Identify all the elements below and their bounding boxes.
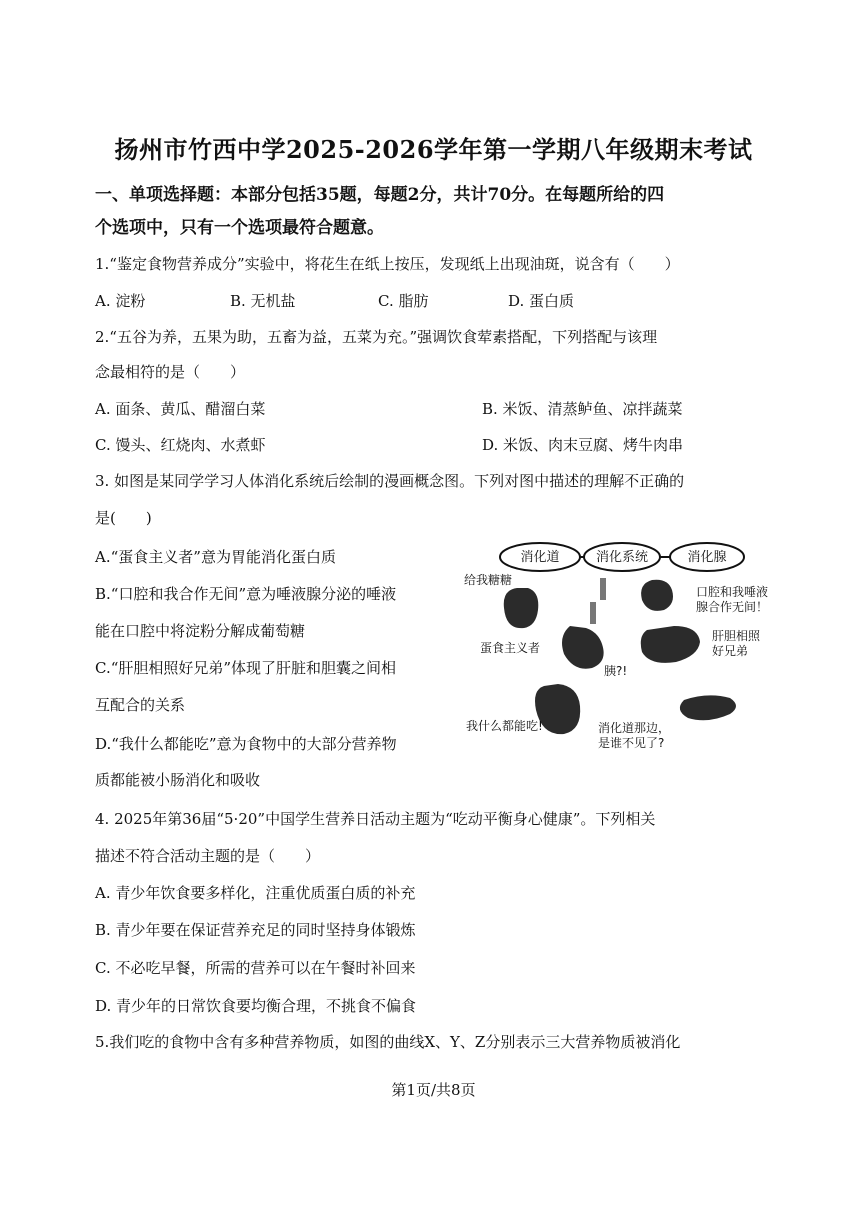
q3-stem-line2: 是( ) bbox=[95, 509, 152, 527]
section-heading-line2: 个选项中，只有一个选项最符合题意。 bbox=[95, 218, 384, 238]
liver-icon bbox=[641, 626, 700, 663]
stomach-icon bbox=[562, 626, 604, 669]
q1-option-c: C. 脂肪 bbox=[378, 292, 429, 310]
label-who-is-missing-line1: 消化道那边， bbox=[598, 721, 671, 735]
label-i-can-eat-everything: 我什么都能吃! bbox=[466, 719, 543, 733]
q4-option-b: B. 青少年要在保证营养充足的同时坚持身体锻炼 bbox=[95, 921, 416, 939]
digestive-system-comic-figure bbox=[462, 540, 782, 755]
q1-option-a: A. 淀粉 bbox=[95, 292, 146, 310]
q2-stem-line1: 2.“五谷为养，五果为助，五畜为益，五菜为充。”强调饮食荤素搭配，下列搭配与该理 bbox=[95, 328, 658, 346]
label-digestive-tract: 消化道 bbox=[520, 550, 560, 565]
q4-option-a: A. 青少年饮食要多样化，注重优质蛋白质的补充 bbox=[95, 884, 416, 902]
section-heading-line1: 一、单项选择题：本部分包括35题，每题2分，共计70分。在每题所给的四 bbox=[95, 185, 665, 205]
q4-stem-line1: 4. 2025年第36届“5·20”中国学生营养日活动主题为“吃动平衡身心健康”。下列相关 bbox=[95, 810, 656, 828]
q3-option-c-line2: 互配合的关系 bbox=[95, 696, 186, 714]
q4-option-d: D. 青少年的日常饮食要均衡合理，不挑食不偏食 bbox=[95, 997, 417, 1015]
q2-option-c: C. 馒头、红烧肉、水煮虾 bbox=[95, 436, 266, 454]
q2-option-a: A. 面条、黄瓜、醋溜白菜 bbox=[95, 400, 266, 418]
q3-option-a: A.“蛋食主义者”意为胃能消化蛋白质 bbox=[95, 548, 336, 566]
q3-option-b-line2: 能在口腔中将淀粉分解成葡萄糖 bbox=[95, 622, 306, 640]
label-mouth-line1: 口腔和我唾液 bbox=[696, 585, 769, 599]
q2-option-b: B. 米饭、清蒸鲈鱼、凉拌蔬菜 bbox=[482, 400, 683, 418]
mouth-organ-icon bbox=[504, 588, 539, 628]
q4-stem-line2: 描述不符合活动主题的是（ ） bbox=[95, 847, 321, 865]
q3-option-c-line1: C.“肝胆相照好兄弟”体现了肝脏和胆囊之间相 bbox=[95, 659, 397, 677]
label-egg-eater: 蛋食主义者 bbox=[480, 641, 541, 655]
label-liver-line1: 肝胆相照 bbox=[712, 629, 761, 643]
q5-stem-line1: 5.我们吃的食物中含有多种营养物质，如图的曲线X、Y、Z分别表示三大营养物质被消化 bbox=[95, 1033, 681, 1051]
label-digestive-system: 消化系统 bbox=[595, 550, 649, 565]
q3-option-b-line1: B.“口腔和我合作无间”意为唾液腺分泌的唾液 bbox=[95, 585, 397, 603]
esophagus-icon bbox=[600, 578, 606, 600]
q4-option-c: C. 不必吃早餐，所需的营养可以在午餐时补回来 bbox=[95, 959, 416, 977]
q1-stem: 1.“鉴定食物营养成分”实验中，将花生在纸上按压，发现纸上出现油斑，说含有（ ） bbox=[95, 255, 680, 273]
label-liver-line2: 好兄弟 bbox=[712, 644, 749, 658]
page-number-footer: 第1页/共8页 bbox=[391, 1081, 476, 1099]
exam-title: 扬州市竹西中学2025-2026学年第一学期八年级期末考试 bbox=[114, 135, 753, 164]
q3-option-d-line2: 质都能被小肠消化和吸收 bbox=[95, 771, 261, 789]
q2-option-d: D. 米饭、肉末豆腐、烤牛肉串 bbox=[482, 436, 684, 454]
label-who-is-missing-line2: 是谁不见了? bbox=[598, 736, 665, 750]
q2-stem-line2: 念最相符的是（ ） bbox=[95, 363, 246, 381]
label-pancreas-question: 胰?! bbox=[604, 664, 628, 678]
pancreas-icon bbox=[680, 695, 736, 720]
label-give-me-sugar: 给我糖糖 bbox=[464, 573, 513, 587]
label-digestive-gland: 消化腺 bbox=[687, 550, 727, 565]
label-mouth-line2: 腺合作无间！ bbox=[696, 600, 769, 614]
q1-option-d: D. 蛋白质 bbox=[508, 292, 575, 310]
q3-stem-line1: 3. 如图是某同学学习人体消化系统后绘制的漫画概念图。下列对图中描述的理解不正确的 bbox=[95, 472, 685, 490]
salivary-gland-icon bbox=[641, 580, 673, 611]
q3-option-d-line1: D.“我什么都能吃”意为食物中的大部分营养物 bbox=[95, 735, 397, 753]
q1-option-b: B. 无机盐 bbox=[230, 292, 296, 310]
